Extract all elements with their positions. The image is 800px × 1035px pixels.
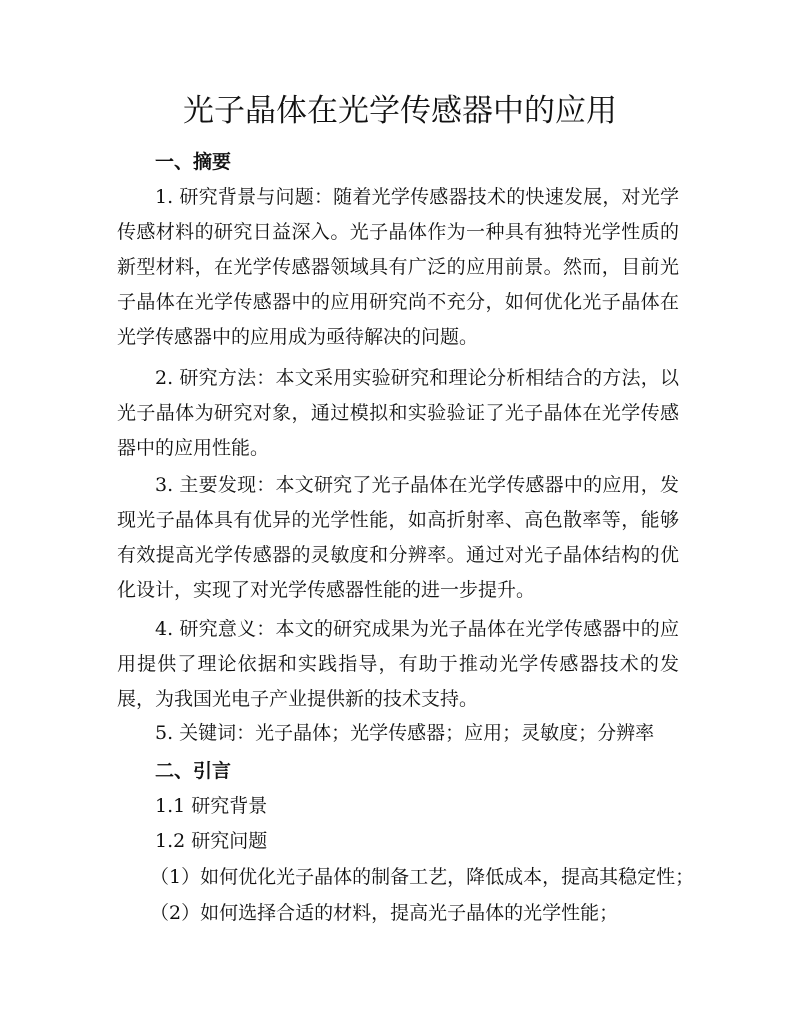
- keywords-line: 5. 关键词：光子晶体；光学传感器；应用；灵敏度；分辨率: [155, 722, 655, 744]
- subsection-research-questions: 1.2 研究问题: [155, 830, 268, 852]
- question-item-1: （1）如何优化光子晶体的制备工艺，降低成本，提高其稳定性；: [150, 866, 695, 888]
- section-heading-introduction: 二、引言: [155, 760, 232, 782]
- subsection-research-background: 1.1 研究背景: [155, 795, 268, 817]
- document-title: 光子晶体在光学传感器中的应用: [183, 93, 617, 129]
- abstract-paragraph-4: 4. 研究意义：本文的研究成果为光子晶体在光学传感器中的应用提供了理论依据和实践指导，有助于推动光学传感器技术的发展，为我国光电子产业提供新的技术支持。: [117, 618, 679, 710]
- abstract-paragraph-2: 2. 研究方法：本文采用实验研究和理论分析相结合的方法，以光子晶体为研究对象，通过模拟和实验验证了光子晶体在光学传感器中的应用性能。: [117, 367, 679, 459]
- section-heading-abstract: 一、摘要: [155, 151, 232, 173]
- abstract-paragraph-1: 1. 研究背景与问题：随着光学传感器技术的快速发展，对光学传感材料的研究日益深入。光子晶体作为一种具有独特光学性质的新型材料，在光学传感器领域具有广泛的应用前景。然而，目前光子晶体在光学传感器中的应用研究尚不充分，如何优化光子晶体在光学传感器中的应用成为亟待解决的问题。: [117, 186, 679, 348]
- abstract-paragraph-3: 3. 主要发现：本文研究了光子晶体在光学传感器中的应用，发现光子晶体具有优异的光学性能，如高折射率、高色散率等，能够有效提高光学传感器的灵敏度和分辨率。通过对光子晶体结构的优化设计，实现了对光学传感器性能的进一步提升。: [117, 474, 679, 601]
- question-item-2: （2）如何选择合适的材料，提高光子晶体的光学性能；: [150, 902, 619, 924]
